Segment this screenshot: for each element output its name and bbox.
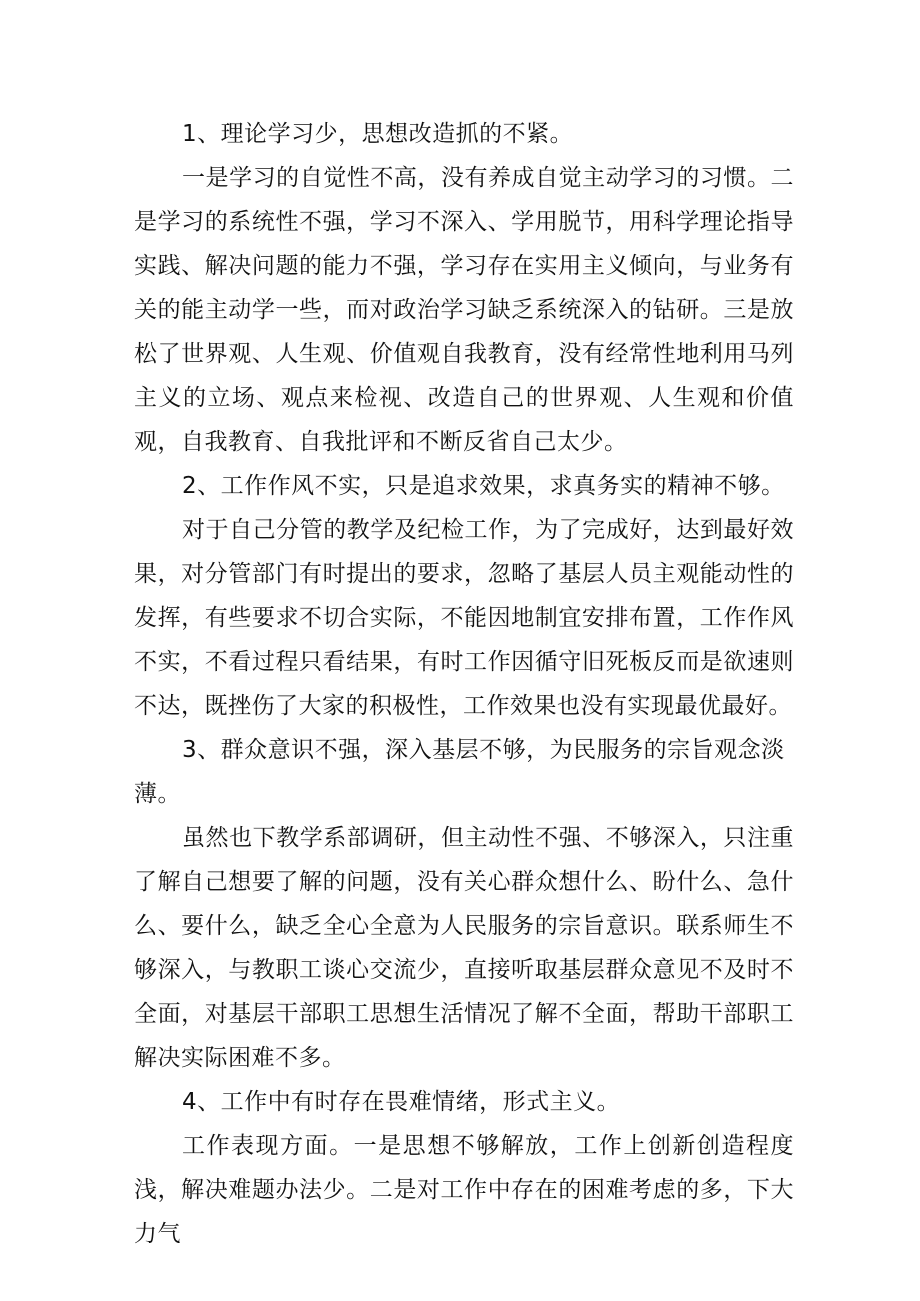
- section-heading-1: 1、理论学习少，思想改造抓的不紧。: [182, 121, 574, 147]
- document-body: [134, 112, 794, 1256]
- section-heading-3: 3、群众意识不强，深入基层不够，为民服务的宗旨观念淡薄。: [134, 737, 785, 807]
- section-heading-2: 2、工作作风不实，只是追求效果，求真务实的精神不够。: [182, 473, 785, 499]
- paragraph-1: 一是学习的自觉性不高，没有养成自觉主动学习的习惯。二是学习的系统性不强，学习不深入、学用脱节，用科学理论指导实践、解决问题的能力不强，学习存在实用主义倾向，与业务有关的能主动学一些，而对政治学习缺乏系统深入的钻研。三是放松了世界观、人生观、价值观自我教育，没有经常性地利用马列主义的立场、观点来检视、改造自己的世界观、人生观和价值观，自我教育、自我批评和不断反省自己太少。: [134, 165, 794, 455]
- paragraph-2: 对于自己分管的教学及纪检工作，为了完成好，达到最好效果，对分管部门有时提出的要求，忽略了基层人员主观能动性的发挥，有些要求不切合实际，不能因地制宜安排布置，工作作风不实，不看过程只看结果，有时工作因循守旧死板反而是欲速则不达，既挫伤了大家的积极性，工作效果也没有实现最优最好。: [134, 517, 794, 719]
- paragraph-3: 虽然也下教学系部调研，但主动性不强、不够深入，只注重了解自己想要了解的问题，没有关心群众想什么、盼什么、急什么、要什么，缺乏全心全意为人民服务的宗旨意识。联系师生不够深入，与教职工谈心交流少，直接听取基层群众意见不及时不全面，对基层干部职工思想生活情况了解不全面，帮助干部职工解决实际困难不多。: [134, 825, 794, 1071]
- section-heading-4: 4、工作中有时存在畏难情绪，形式主义。: [182, 1089, 621, 1115]
- paragraph-4: 工作表现方面。一是思想不够解放，工作上创新创造程度浅，解决难题办法少。二是对工作中存在的困难考虑的多，下大力气: [134, 1133, 794, 1247]
